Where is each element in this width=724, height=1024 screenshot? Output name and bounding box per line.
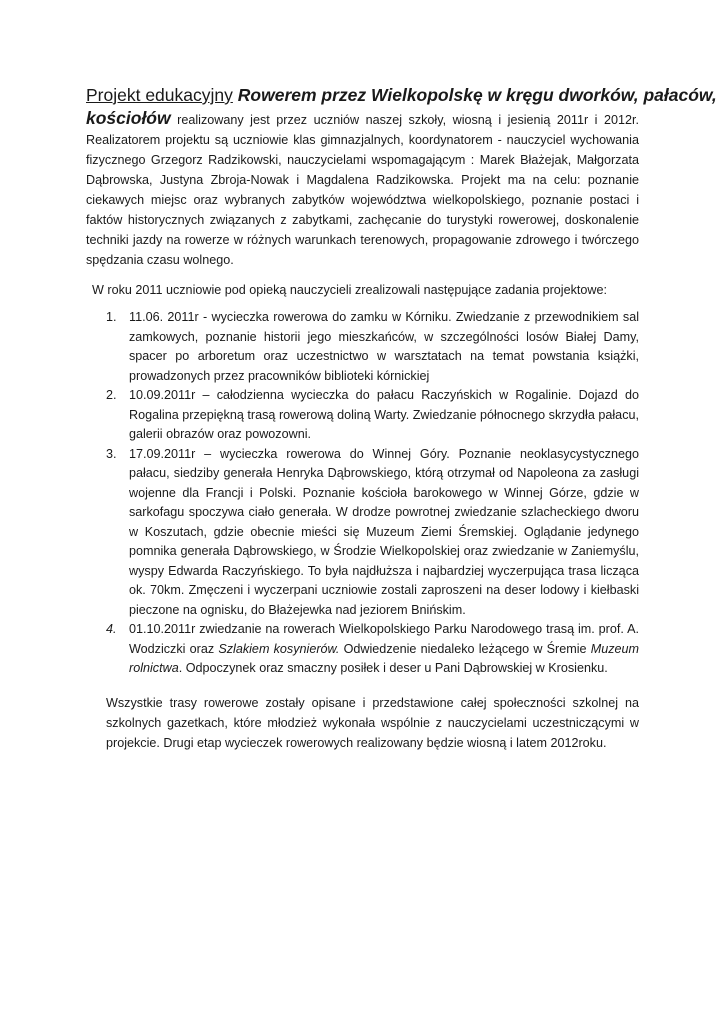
project-title-lead: Projekt edukacyjny — [86, 85, 233, 105]
project-name-end: kościołów — [86, 108, 171, 128]
year-intro: W roku 2011 uczniowie pod opieką nauczycieli zrealizowali następujące zadania projektowe: — [92, 283, 608, 297]
museum-name: Muzeum rolnictwa — [129, 641, 639, 675]
list-number: 4. — [106, 622, 117, 636]
list-number: 2. — [106, 388, 117, 402]
trail-name: Szlakiem kosynierów. — [218, 641, 340, 656]
list-item — [86, 620, 639, 679]
list-item-text: 11.06. 2011r - wycieczka rowerowa do zamku w Kórniku. Zwiedzanie z przewodnikiem sal zamkowych, poznanie historii jego mieszkańców, w szczególności losów Białej Damy, spacer po arboretum oraz uczestnictwo w warsztatach na temat powstania książki, prowadzonych przez pracowników biblioteki kórnickiej — [129, 310, 639, 383]
task-list — [86, 308, 639, 679]
list-item-text-part: Odwiedzenie niedaleko leżącego w Śremie — [339, 641, 591, 656]
document-page — [86, 82, 717, 753]
project-title-line — [86, 82, 717, 108]
intro-first-line: realizowany jest przez uczniów naszej szkoły, wiosną i jesienią 2011r i 2012r. — [177, 113, 639, 127]
list-item-text-part: 01.10.2011r zwiedzanie na rowerach Wielkopolskiego Parku Narodowego trasą im. prof. A. Wodziczki oraz — [129, 622, 639, 656]
project-name: Rowerem przez Wielkopolskę w kręgu dworków, pałaców, — [237, 85, 717, 105]
list-number: 3. — [106, 446, 117, 461]
list-item-text-part: . Odpoczynek oraz smaczny posiłek i deser u Pani Dąbrowskiej w Krosienku. — [178, 661, 608, 675]
intro-paragraph — [86, 108, 639, 270]
list-item — [86, 445, 639, 621]
list-item — [86, 386, 639, 445]
list-item-text: 10.09.2011r – całodzienna wycieczka do pałacu Raczyńskich w Rogalinie. Dojazd do Rogalina przepiękną trasą rowerową doliną Warty. Zwiedzanie północnego skrzydła pałacu, galerii obrazów oraz powozowni. — [129, 388, 639, 441]
list-number: 1. — [106, 310, 117, 324]
list-item-text: 17.09.2011r – wycieczka rowerowa do Winnej Góry. Poznanie neoklasycystycznego pałacu, siedziby generała Henryka Dąbrowskiego, którą otrzymał od Napoleona za zasługi wojenne dla Francji i Polski. Poznanie kościoła barokowego w Winnej Górze, gdzie w sarkofagu spoczywa ciało generała. W drodze powrotnej zwiedzanie szlacheckiego dworu w Koszutach, gdzie obecnie mieści się Muzeum Ziemi Śremskiej. Oglądanie jedynego pomnika generała Dąbrowskiego, w Środzie Wielkopolskiej oraz zwiedzanie w Zaniemyślu, wyspy Edwarda Raczyńskiego. To była najdłuższa i najbardziej wyczerpująca trasa licząca ok. 70km. Zmęczeni i wyczerpani uczniowie zostali zaproszeni na deser lodowy i kiełbaski pieczone na ognisku, do Błażejewka nad jeziorem Bnińskim. — [129, 446, 639, 617]
intro-body: Realizatorem projektu są uczniowie klas gimnazjalnych, koordynatorem - nauczyciel wychowania fizycznego Grzegorz Radzikowski, nauczycielami wspomagającym : Marek Błażejak, Małgorzata Dąbrowska, Justyna Zbroja-Nowak i Magdalena Radzikowska. Projekt ma na celu: poznanie ciekawych miejsc oraz wybranych zabytków województwa wielkopolskiego, poznanie postaci i faktów historycznych związanych z zabytkami, zachęcanie do turystyki rowerowej, doskonalenie techniki jazdy na rowerze w różnych warunkach terenowych, propagowanie zdrowego i twórczego spędzania czasu wolnego. — [86, 133, 639, 267]
list-item — [86, 308, 639, 386]
list-item-text — [129, 622, 639, 675]
closing-paragraph: Wszystkie trasy rowerowe zostały opisane i przedstawione całej społeczności szkolnej na szkolnych gazetkach, które młodzież wykonała wspólnie z nauczycielami uczestniczącymi w projekcie. Drugi etap wycieczek rowerowych realizowany będzie wiosną i latem 2012roku. — [106, 695, 639, 750]
